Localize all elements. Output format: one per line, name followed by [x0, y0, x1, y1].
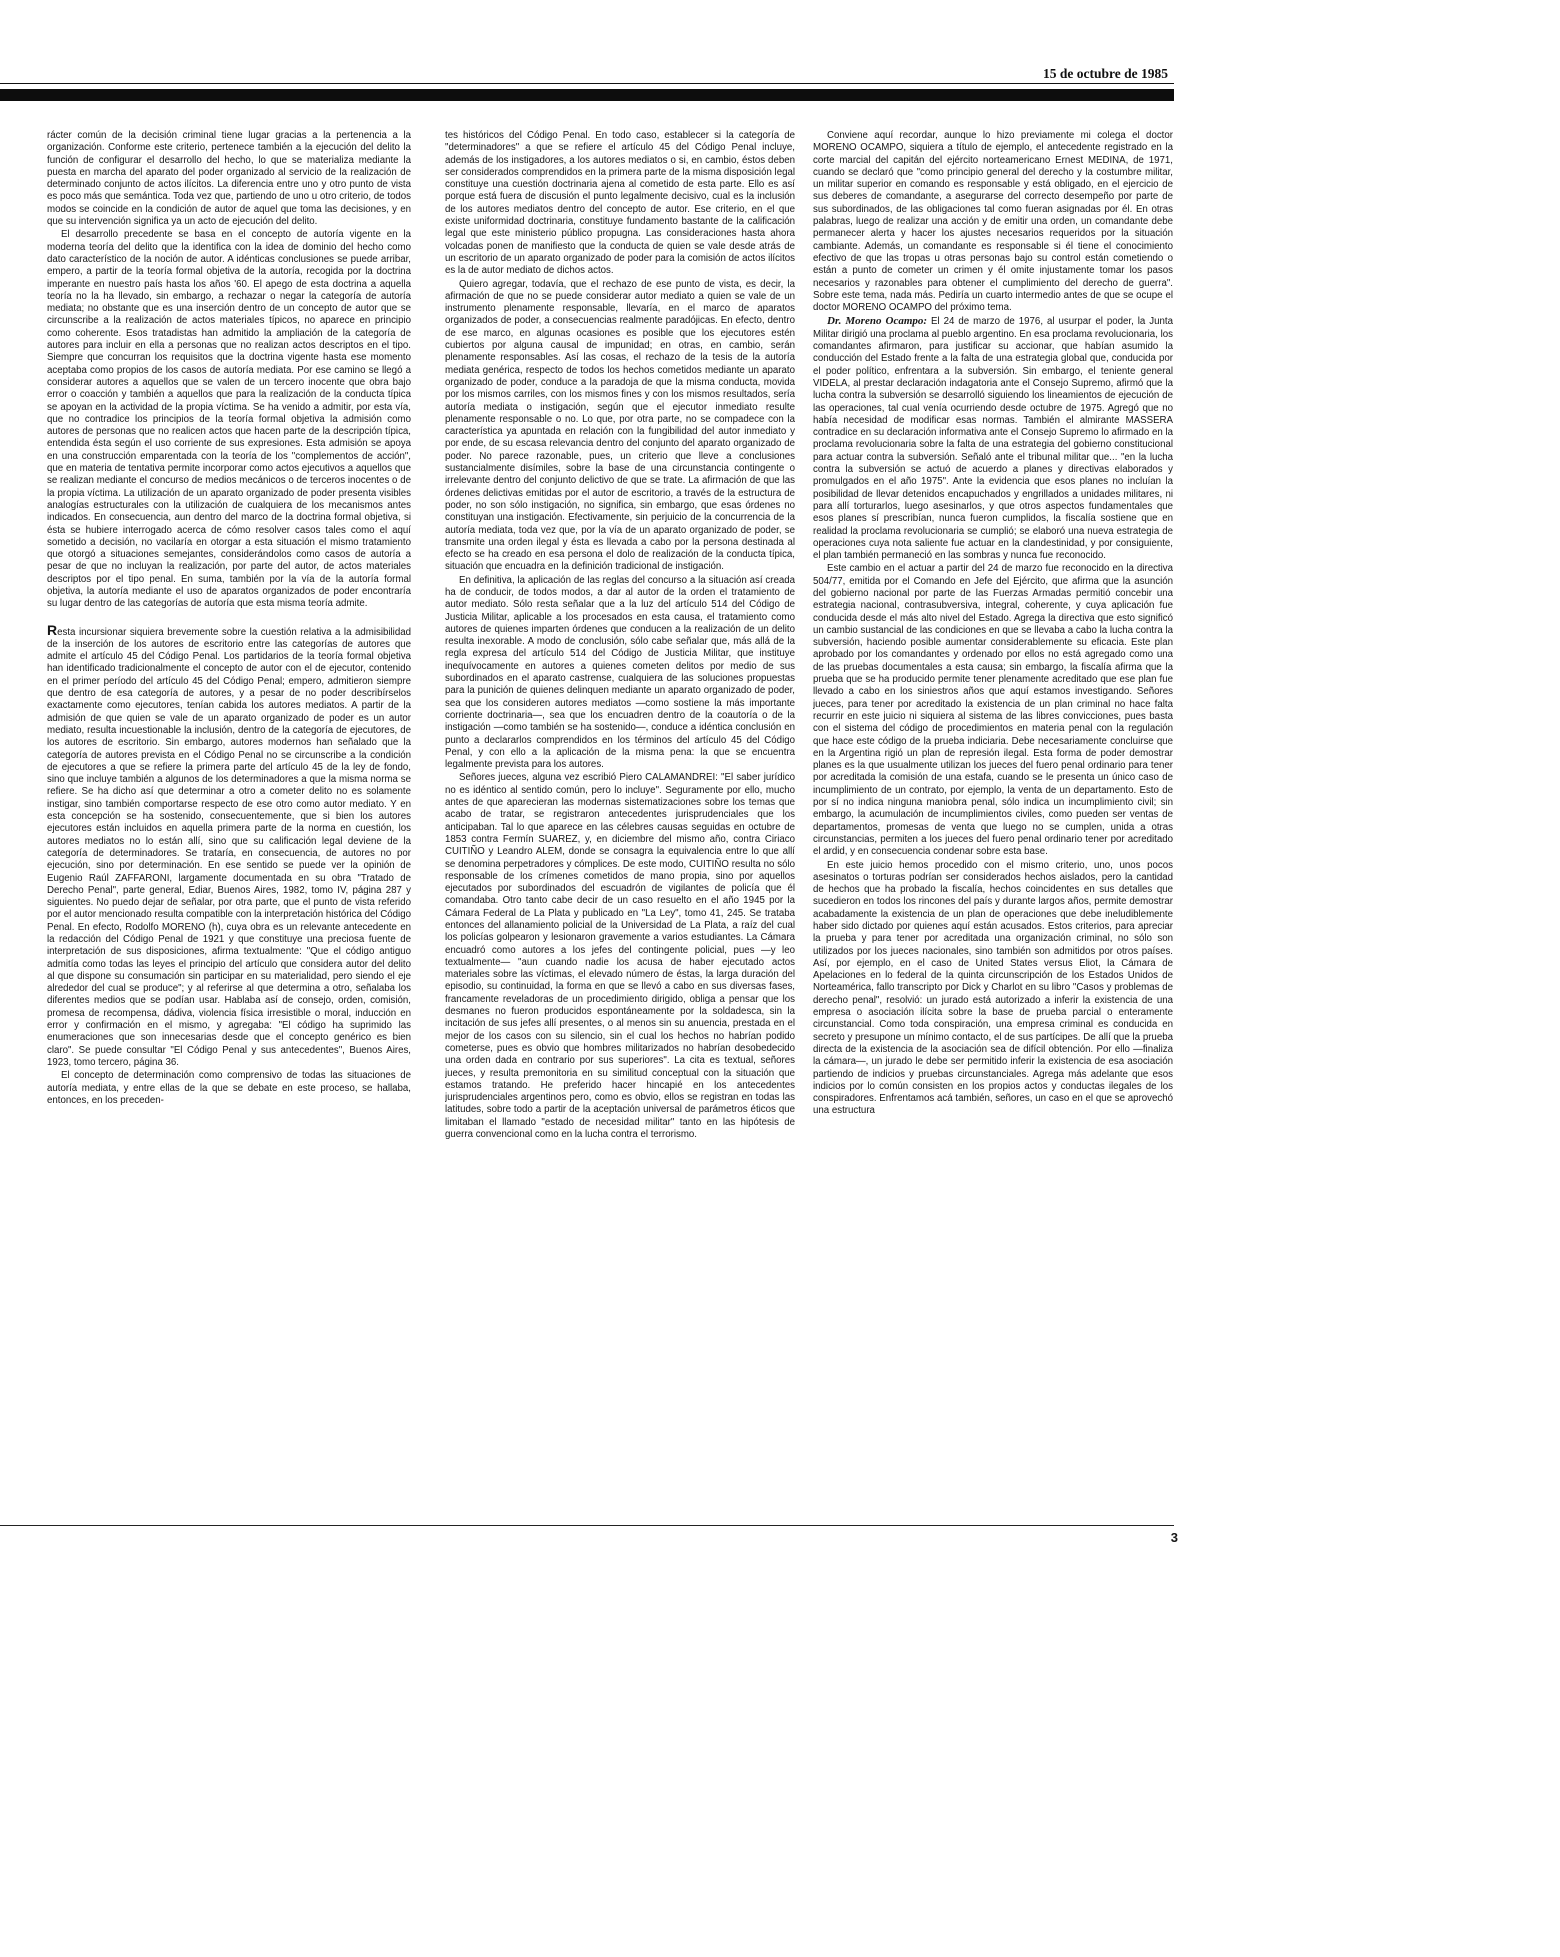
header-date: 15 de octubre de 1985 — [1043, 66, 1168, 81]
paragraph: Conviene aquí recordar, aunque lo hizo previamente mi colega el doctor MORENO OCAMPO, siquiera a título de ejemplo, el antecedente registrado en la corte marcial del capitán del ejército norteamericano Ernest MEDINA, de 1971, cuando se declaró que "como principio general del derecho y la costumbre militar, un militar superior en comando es responsable y está obligado, en el ejercicio de sus deberes de comandante, a asegurarse del correcto desempeño por parte de sus subordinados, de las obligaciones tal como fueran asignadas por él. En otras palabras, luego de realizar una acción y de emitir una orden, un comandante debe permanecer alerta y hacer los ajustes necesarios requeridos por la situación cambiante. Además, un comandante es responsable si él tiene el conocimiento efectivo de que las tropas u otras personas bajo su control están cometiendo o están a punto de cometer un crimen y él omite injustamente tomar los pasos necesarios y razonables para obtener el cumplimiento del derecho de guerra". Sobre este tema, nada más. Pediría un cuarto intermedio antes de que se ocupe el doctor MORENO OCAMPO del próximo tema. — [813, 130, 1173, 314]
article-body — [0, 130, 1250, 1518]
paragraph: El desarrollo precedente se basa en el concepto de autoría vigente en la moderna teoría del delito que la identifica con la idea de dominio del hecho como dato característico de la noción de autor. A idénticas conclusiones se puede arribar, empero, a partir de la teoría formal objetiva de la autoría, recogida por la doctrina imperante en nuestro país hasta los años '60. El apego de esta doctrina a aquella teoría no la ha llevado, sin embargo, a rechazar o negar la categoría de autoría mediata; no obstante que es una inserción dentro de un concepto de autor que se circunscribe a la realización de actos materiales típicos, no aparece en principio como coherente. Esos tratadistas han admitido la ampliación de la categoría de autores para incluir en ella a personas que no realizan actos descriptos en el tipo. Siempre que concurran los requisitos que la doctrina vigente hasta ese momento aceptaba como propios de los casos de autoría mediata. Por ese camino se llegó a considerar autores a aquellos que se valen de un tercero inocente que obra bajo error o coacción y también a aquellos que para la realización de la conducta típica se apoyan en la actividad de la propia víctima. Se ha venido a admitir, por esta vía, que no contradice los principios de la teoría formal objetiva la admisión como autores de personas que no realicen actos que hacen parte de la descripción típica, entendida ésta según el uso corriente de sus expresiones. Esta admisión se apoya en una construcción emparentada con la teoría de los "complementos de acción", que en materia de tentativa permite incorporar como actos ejecutivos a aquellos que se realizan mediante el concurso de medios mecánicos o de terceros inocentes o de la propia víctima. La utilización de un aparato organizado de poder presenta visibles analogías estructurales con la utilización de cualquiera de los mecanismos antes indicados. En consecuencia, aun dentro del marco de la doctrina formal objetiva, si ésta se hubiere interrogado acerca de cómo resolver casos tales como el aquí sometido a decisión, no vacilaría en otorgar a esta situación el mismo tratamiento que otorgó a situaciones semejantes, considerándolos como casos de autoría a pesar de que no incluyan la realización, por parte del autor, de actos materiales descriptos por el tipo penal. En suma, también por la vía de la autoría formal objetiva, la autoría mediante el uso de aparatos organizados de poder encontraría su lugar dentro de las categorías de autoría que esta misma teoría admite. — [47, 229, 411, 610]
paragraph: Este cambio en el actuar a partir del 24 de marzo fue reconocido en la directiva 504/77, emitida por el Comando en Jefe del Ejército, que afirma que la asunción del gobierno nacional por parte de las Fuerzas Armadas permitió concebir una estrategia nacional, contrasubversiva, integral, coherente, y cuya aplicación fue conducida desde el más alto nivel del Estado. Agrega la directiva que esto significó un cambio sustancial de las condiciones en que se llevaba a cabo la lucha contra la subversión, haciendo posible aumentar considerablemente su eficacia. Este plan aprobado por los comandantes y ordenado por ellos no está agregado como una de las pruebas documentales a esta causa; sin embargo, la fiscalía afirma que la prueba que se ha producido permite tener plenamente acreditado que ese plan fue llevado a cabo en los siniestros años que aquí estamos investigando. Señores jueces, para tener por acreditado la existencia de un plan criminal no hace falta recurrir en este juicio ni siquiera al sistema de las libres convicciones, pues basta con el sistema del código de procedimientos en materia penal con la regulación que hace este código de la prueba indiciaria. Debe necesariamente concluirse que en la Argentina rigió un plan de represión ilegal. Esta forma de poder demostrar planes es la que usualmente utilizan los jueces del fuero penal ordinario para tener por acreditada la comisión de una estafa, cuando se le presenta un único caso de incumplimiento de un contrato, por ejemplo, la venta de un departamento. Esto de por sí no indica ninguna maniobra penal, sólo indica un incumplimiento civil; sin embargo, la acumulación de incumplimientos civiles, como pueden ser ventas de departamentos, promesas de venta que luego no se cumplen, unida a otras circunstancias, permiten a los jueces del fuero penal ordinario tener por acreditado el ardid, y en consecuencia condenar sobre esta base. — [813, 563, 1173, 858]
dropcap: R — [47, 621, 58, 638]
paragraph: El concepto de determinación como comprensivo de todas las situaciones de autoría mediata, y entre ellas de la que se debate en este proceso, se hallaba, entonces, en los preceden- — [47, 1070, 411, 1106]
paragraph-with-dropcap — [47, 621, 411, 1070]
paragraph: Quiero agregar, todavía, que el rechazo de ese punto de vista, es decir, la afirmación de que no se puede considerar autor mediato a quien se vale de un instrumento plenamente responsable, llevaría, en el marco de aparatos organizados de poder, a consecuencias realmente paradójicas. En efecto, dentro de ese marco, en algunas ocasiones es posible que los ejecutores estén cubiertos por alguna causal de impunidad; en otras, en cambio, serán plenamente responsables. Así las cosas, el rechazo de la tesis de la autoría mediata genérica, respecto de todos los hechos cometidos mediante un aparato organizado de poder, conduce a la paradoja de que la misma conducta, movida por los mismos carriles, con los mismos fines y con los mismos resultados, sería autoría mediata o instigación, según que el ejecutor inmediato resulte plenamente responsable o no. Lo que, por otra parte, no se compadece con la característica ya apuntada en relación con la fungibilidad del autor inmediato y por ende, de su escasa relevancia dentro del conjunto del aparato organizado de poder. No parece razonable, pues, un criterio que lleve a conclusiones sustancialmente disímiles, sobre la base de una circunstancia contingente o irrelevante dentro del conjunto delictivo de que se trate. La afirmación de que las órdenes delictivas emitidas por el autor de escritorio, a través de la estructura de poder, no son sólo instigación, no significa, sin embargo, que esas órdenes no constituyan una instigación. Efectivamente, sin perjuicio de la concurrencia de la autoría mediata, toda vez que, por la vía de un aparato organizado de poder, se transmite una orden ilegal y ésta es llevada a cabo por la persona destinada al efecto se ha creado en esa persona el dolo de realización de la conducta típica, situación que encuadra en la definición tradicional de instigación. — [445, 278, 795, 573]
paragraph: En este juicio hemos procedido con el mismo criterio, uno, unos pocos asesinatos o torturas podrían ser considerados hechos aislados, pero la cantidad de hechos que ha probado la fiscalía, hechos coincidentes en sus detalles que sucedieron en todos los rincones del país y durante largos años, permite demostrar acabadamente la existencia de un plan de operaciones que debe ineludiblemente haber sido dictado por quienes aquí están acusados. Estos criterios, para apreciar la prueba y para tener por acreditada una organización criminal, no sólo son utilizados por los jueces nacionales, sino también son admitidos por otros países. Así, por ejemplo, en el caso de United States versus Eliot, la Cámara de Apelaciones en lo federal de la quinta circunscripción de los Estados Unidos de Norteamérica, fallo transcripto por Dick y Charlot en su libro "Casos y problemas de derecho penal", resolvió: un jurado está autorizado a inferir la existencia de una empresa o asociación ilícita sobre la base de prueba parcial o enteramente circunstancial. Como toda conspiración, una empresa criminal es conducida en secreto y presupone un mínimo contacto, el de sus partícipes. De allí que la prueba directa de la existencia de la asociación sea de difícil obtención. Por ello —finaliza la cámara—, un jurado le debe ser permitido inferir la existencia de esa asociación partiendo de indicios y pruebas circunstanciales. Agrega más adelante que esos indicios por lo común consisten en los propios actos y conductas ilegales de los conspiradores. Enfrentamos acá también, señores, un caso en el que se aprovechó una estructura — [813, 859, 1173, 1117]
paragraph: rácter común de la decisión criminal tiene lugar gracias a la pertenencia a la organización. Conforme este criterio, pertenece también a la ejecución del delito la función de configurar el desarrollo del hecho, lo que se materializa mediante la puesta en marcha del aparato del poder organizado al servicio de la realización de determinado conjunto de actos ilícitos. La diferencia entre uno y otro punto de vista es poco más que semántica. Toda vez que, partiendo de uno u otro criterio, de todos modos se coincide en la condición de autor de aquel que toma las decisiones, y en que su intervención significa ya un acto de ejecución del delito. — [47, 130, 411, 228]
dropcap-paragraph-text: esta incursionar siquiera brevemente sobre la cuestión relativa a la admisibilidad de la inserción de los autores de escritorio entre las categorías de autores que admite el artículo 45 del Código Penal. Los partidarios de la teoría formal objetiva han identificado tradicionalmente el concepto de autor con el de ejecutor, contenido en el primer período del artículo 45 del Código Penal; empero, admitieron siempre que dentro de esa categoría de autores, y a pesar de no poder describírselos exactamente como ejecutores, tenían cabida los autores mediatos. A partir de la admisión de que quien se vale de un aparato organizado de poder es un autor mediato, resulta incuestionable la inclusión, dentro de la categoría de ejecutores, de los autores de escritorio. Sin embargo, autores modernos han señalado que la categoría de autores prevista en el Código Penal no se circunscribe a la condición de ejecutores a que se refiere la primera parte del artículo 45 de la ley de fondo, sino que incluye también a algunos de los determinadores a que la misma norma se refiere. Se ha dicho así que determinar a otro a cometer delito no es solamente instigar, sino también comportarse respecto de ese otro como autor mediato. Y en esta concepción se ha sostenido, consecuentemente, que si bien los autores ejecutores están incluidos en aquella primera parte de la norma en cuestión, los autores mediatos no lo están allí, sino que su calificación legal deviene de la categoría de determinadores. Se trataría, en consecuencia, de autores no por ejecución, sino por determinación. En ese sentido se puede ver la opinión de Eugenio Raúl ZAFFARONI, largamente documentada en su obra "Tratado de Derecho Penal", parte general, Ediar, Buenos Aires, 1982, tomo IV, página 287 y siguientes. No puedo dejar de señalar, por otra parte, que el punto de vista referido por el autor mencionado resulta compatible con la interpretación histórica del Código Penal. En efecto, Rodolfo MORENO (h), cuya obra es un relevante antecedente en la redacción del Código Penal de 1921 y que constituye una preciosa fuente de interpretación de sus disposiciones, afirma textualmente: "Que el código antiguo admitía como todas las leyes el principio del artículo que considera autor del delito al que dispone su consumación sin participar en su materialidad, pero siendo el eje alrededor del cual se produce"; y al referirse al que determina a otro, señalaba los diferentes medios que se podían usar. Hablaba así de consejo, orden, comisión, promesa de recompensa, dádiva, violencia física irresistible o moral, inducción en error y confirmación en el mismo, y agregaba: "El código ha suprimido las enumeraciones que son innecesarias desde que el concepto genérico es bien claro". Se puede consultar "El Código Penal y sus antecedentes", Buenos Aires, 1923, tomo tercero, página 36. — [47, 626, 411, 1068]
column-1 — [47, 130, 411, 1518]
header-thin-rule — [0, 83, 1174, 84]
paragraph: En definitiva, la aplicación de las reglas del concurso a la situación así creada ha de conducir, de todos modos, a dar al autor de la orden el tratamiento de autor mediato. Sólo resta señalar que a la luz del artículo 514 del Código de Justicia Militar, aplicable a los procesados en esta causa, el tratamiento como autores de quienes imparten órdenes que conducen a la realización de un delito resulta inexorable. A modo de conclusión, sólo cabe señalar que, más allá de la regla expresa del artículo 514 del Código de Justicia Militar, que instituye inequívocamente en autores a quienes cometen delitos por medio de sus subordinados en el aparato castrense, cualquiera de las soluciones propuestas para la punición de quienes delinquen mediante un aparato organizado de poder, sea que los consideren autores mediatos —como sostiene la más importante corriente doctrinaria—, sea que los encuadren dentro de la coautoría o de la instigación —como también se ha sostenido—, conduce a idéntica conclusión en punto a declararlos comprendidos en los términos del artículo 45 del Código Penal, y con ello a la aplicación de la misma pena: la que se encuentra legalmente prevista para los autores. — [445, 574, 795, 771]
footer-rule — [0, 1525, 1174, 1526]
paragraph: Señores jueces, alguna vez escribió Piero CALAMANDREI: "El saber jurídico no es idéntico al sentido común, pero lo incluye". Seguramente por ello, mucho antes de que aparecieran las modernas sistematizaciones sobre los temas que acabo de tratar, se registraron antecedentes jurisprudenciales que los anticipaban. Tal lo que aparece en las célebres causas seguidas en octubre de 1853 contra Fermín SUAREZ, y, en diciembre del mismo año, contra Ciriaco CUITIÑO y Leandro ALEM, donde se consagra la equivalencia entre lo que allí se denomina perpetradores y cómplices. De este modo, CUITIÑO resulta no sólo responsable de los crímenes cometidos de mano propia, sino por aquellos ejecutados por subordinados del escuadrón de vigilantes de policía que él comandaba. Otro tanto cabe decir de un caso resuelto en el año 1945 por la Cámara Federal de La Plata y publicado en "La Ley", tomo 41, 245. Se trataba entonces del allanamiento policial de la Universidad de La Plata, a raíz del cual los policías golpearon y lesionaron gravemente a varios estudiantes. La Cámara encuadró como autores a los jefes del contingente policial, pues —y leo textualmente— "aun cuando nadie los acusa de haber ejecutado actos materiales sobre las víctimas, el elevado número de éstas, la larga duración del episodio, su continuidad, la forma en que se llevó a cabo en sus diversas fases, francamente reveladoras de un procedimiento dirigido, obliga a pensar que los desmanes no fueron producidos espontáneamente por la soldadesca, sin la incitación de sus jefes allí presentes, o al menos sin su anuencia, prestada en el mejor de los casos con su silencio, sin el cual los hechos no habrían podido cometerse, pues es obvio que hombres militarizados no habrían desobedecido una orden dada en contrario por sus superiores". La cita es textual, señores jueces, y resulta premonitoria en su similitud conceptual con la situación que estamos tratando. He preferido hacer hincapié en los antecedentes jurisprudenciales argentinos pero, como es obvio, ellos se registran en todas las latitudes, sobre todo a partir de la aceptación universal de parámetros éticos que limitaban el llamado "estado de necesidad militar" tanto en las hipótesis de guerra convencional como en la lucha contra el terrorismo. — [445, 772, 795, 1141]
speaker-paragraph — [813, 315, 1173, 562]
column-2 — [445, 130, 795, 1518]
section-gap — [47, 612, 411, 624]
page-number: 3 — [1170, 1530, 1178, 1545]
paragraph: tes históricos del Código Penal. En todo caso, establecer si la categoría de "determinadores" a que se refiere el artículo 45 del Código Penal incluye, además de los instigadores, a los autores mediatos o si, en cambio, éstos deben ser considerados comprendidos en la primera parte de la misma disposición legal constituye una cuestión doctrinaria ajena al cometido de esta parte. Ello es así porque está fuera de discusión el punto legalmente decisivo, cual es la inclusión de los autores mediatos dentro del concepto de autor. Ese criterio, en el que existe uniformidad doctrinaria, constituye fundamento bastante de la calificación legal que este ministerio público propugna. Las consideraciones hasta ahora volcadas ponen de manifiesto que la conducta de quien se vale desde atrás de un escritorio de un aparato organizado de poder para la comisión de actos ilícitos es la de autor mediato de dichos actos. — [445, 130, 795, 277]
speaker-label: Dr. Moreno Ocampo: — [827, 315, 928, 328]
header-bar — [0, 89, 1174, 101]
speaker-text: El 24 de marzo de 1976, al usurpar el poder, la Junta Militar dirigió una proclama al pueblo argentino. En esa proclama revolucionaria, los comandantes afirmaron, para justificar su accionar, que habían asumido la conducción del Estado frente a la falta de una estrategia global que, conducida por el poder político, enfrentara a la subversión. Sin embargo, el teniente general VIDELA, al prestar declaración indagatoria ante el Consejo Supremo, afirmó que la lucha contra la subversión se desarrolló siguiendo los lineamientos de ejecución de las operaciones, tal cual venía ocurriendo desde octubre de 1975. Agregó que no había necesidad de modificar esas normas. También el almirante MASSERA contradice en su declaración informativa ante el Consejo Supremo lo afirmado en la proclama revolucionaria sobre la falta de una estrategia del gobierno constitucional para actuar contra la subversión. Señaló ante el tribunal militar que... "en la lucha contra la subversión se actuó de acuerdo a planes y directivas elaborados y promulgados en el año 1975". Ante la evidencia que esos planes no incluían la posibilidad de llevar detenidos encapuchados y engrillados a unidades militares, ni para allí torturarlos, luego asesinarlos, y que otros aspectos fundamentales que esos planes sí prescribían, nunca fueron cumplidos, la fiscalía sostiene que en realidad la proclama revolucionaria se cumplió; se elaboró una nueva estrategia de operaciones cuya nota saliente fue actuar en la clandestinidad, y por consiguiente, el plan también permaneció en las sombras y nunca fue reconocido. — [813, 316, 1173, 562]
column-3 — [813, 130, 1173, 1518]
